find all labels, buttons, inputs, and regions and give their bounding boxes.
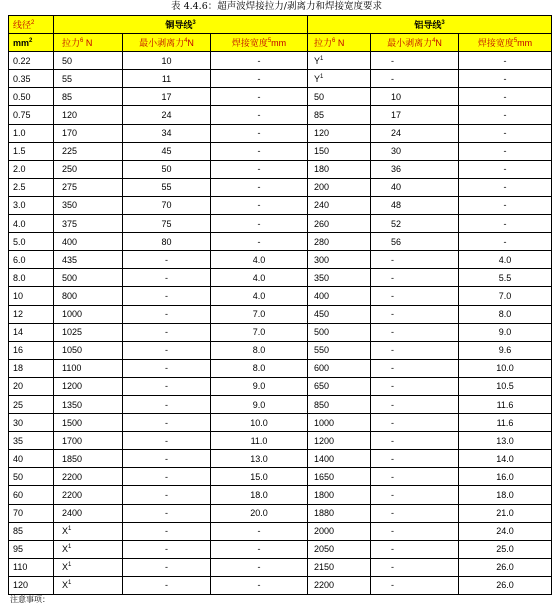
- copper-width-cell: -: [211, 70, 308, 88]
- aluminum-peel-cell: -: [371, 432, 459, 450]
- copper-peel-cell: 17: [123, 88, 211, 106]
- wire-size-cell: 1.0: [9, 124, 54, 142]
- table-row: [9, 522, 552, 540]
- table-row: [9, 432, 552, 450]
- table-row: [9, 486, 552, 504]
- copper-width-cell: 4.0: [211, 287, 308, 305]
- copper-tension-cell: 800: [54, 287, 123, 305]
- wire-size-cell: 3.0: [9, 196, 54, 214]
- copper-width-cell: -: [211, 52, 308, 70]
- table-row: [9, 305, 552, 323]
- copper-width-cell: -: [211, 178, 308, 196]
- copper-peel-cell: -: [123, 468, 211, 486]
- copper-peel-cell: -: [123, 558, 211, 576]
- copper-peel-cell: -: [123, 432, 211, 450]
- aluminum-width-cell: 10.5: [459, 377, 552, 395]
- copper-tension-cell: $X^1$: [54, 522, 123, 540]
- copper-tension-cell: 55: [54, 70, 123, 88]
- copper-peel-cell: 80: [123, 233, 211, 251]
- table-row: [9, 251, 552, 269]
- copper-peel-cell: -: [123, 486, 211, 504]
- copper-peel-cell: -: [123, 323, 211, 341]
- aluminum-tension-cell: 650: [308, 377, 371, 395]
- wire-size-cell: 110: [9, 558, 54, 576]
- copper-tension-cell: 275: [54, 178, 123, 196]
- aluminum-width-cell: 14.0: [459, 450, 552, 468]
- aluminum-width-cell: 5.5: [459, 269, 552, 287]
- copper-tension-cell: 500: [54, 269, 123, 287]
- aluminum-width-cell: 4.0: [459, 251, 552, 269]
- table-row: [9, 142, 552, 160]
- copper-peel-cell: 50: [123, 160, 211, 178]
- copper-width-cell: -: [211, 233, 308, 251]
- aluminum-width-cell: 7.0: [459, 287, 552, 305]
- aluminum-peel-cell: -: [371, 468, 459, 486]
- copper-tension-cell: 1000: [54, 305, 123, 323]
- aluminum-tension-cell: 1650: [308, 468, 371, 486]
- aluminum-peel-cell: 36: [371, 160, 459, 178]
- table-row: [9, 395, 552, 413]
- aluminum-tension-cell: 2200: [308, 576, 371, 594]
- table-row: [9, 377, 552, 395]
- table-row: [9, 52, 552, 70]
- aluminum-tension-cell: 120: [308, 124, 371, 142]
- copper-tension-cell: 2200: [54, 468, 123, 486]
- aluminum-tension-cell: 400: [308, 287, 371, 305]
- aluminum-peel-cell: -: [371, 359, 459, 377]
- copper-peel-cell: -: [123, 450, 211, 468]
- copper-width-cell: 13.0: [211, 450, 308, 468]
- table-row: [9, 414, 552, 432]
- table-row: [9, 196, 552, 214]
- aluminum-peel-cell: 52: [371, 215, 459, 233]
- copper-peel-cell: -: [123, 287, 211, 305]
- wire-size-cell: 30: [9, 414, 54, 432]
- aluminum-peel-cell: -: [371, 287, 459, 305]
- aluminum-width-cell: -: [459, 142, 552, 160]
- aluminum-wire-header: 铝导线$^3$: [308, 16, 552, 34]
- aluminum-width-cell: 16.0: [459, 468, 552, 486]
- aluminum-width-cell: 25.0: [459, 540, 552, 558]
- wire-size-cell: 2.5: [9, 178, 54, 196]
- wire-size-cell: 40: [9, 450, 54, 468]
- aluminum-width-cell: -: [459, 196, 552, 214]
- aluminum-tension-cell: 280: [308, 233, 371, 251]
- copper-width-cell: -: [211, 540, 308, 558]
- copper-tension-cell: 375: [54, 215, 123, 233]
- aluminum-tension-cell: 1000: [308, 414, 371, 432]
- aluminum-tension-cell: 180: [308, 160, 371, 178]
- copper-tension-cell: 1050: [54, 341, 123, 359]
- aluminum-tension-cell: 450: [308, 305, 371, 323]
- aluminum-tension-cell: 550: [308, 341, 371, 359]
- aluminum-peel-cell: -: [371, 52, 459, 70]
- wire-size-cell: 50: [9, 468, 54, 486]
- copper-peel-cell: -: [123, 540, 211, 558]
- table-row: [9, 540, 552, 558]
- wire-size-cell: 85: [9, 522, 54, 540]
- aluminum-tension-cell: 500: [308, 323, 371, 341]
- aluminum-peel-cell: -: [371, 395, 459, 413]
- aluminum-peel-cell: -: [371, 341, 459, 359]
- table-row: [9, 233, 552, 251]
- wire-size-cell: 1.5: [9, 142, 54, 160]
- copper-width-cell: 8.0: [211, 341, 308, 359]
- wire-size-cell: 8.0: [9, 269, 54, 287]
- copper-tension-cell: 170: [54, 124, 123, 142]
- aluminum-tension-cell: 2150: [308, 558, 371, 576]
- copper-tension-cell: 85: [54, 88, 123, 106]
- aluminum-peel-cell: -: [371, 70, 459, 88]
- aluminum-width-cell: -: [459, 106, 552, 124]
- footnote: 注意事项：: [10, 595, 50, 604]
- table-row: [9, 124, 552, 142]
- copper-tension-cell: 2400: [54, 504, 123, 522]
- table-row: [9, 70, 552, 88]
- aluminum-tension-cell: 1200: [308, 432, 371, 450]
- copper-width-cell: 20.0: [211, 504, 308, 522]
- header-row-2: [9, 34, 552, 52]
- copper-width-cell: -: [211, 88, 308, 106]
- copper-peel-cell: 11: [123, 70, 211, 88]
- aluminum-peel-cell: 40: [371, 178, 459, 196]
- aluminum-width-cell: 24.0: [459, 522, 552, 540]
- copper-tension-header: 拉力$^6$ N: [54, 34, 123, 52]
- weld-requirements-table: [8, 15, 552, 595]
- copper-width-cell: 10.0: [211, 414, 308, 432]
- copper-width-cell: 9.0: [211, 395, 308, 413]
- copper-tension-cell: 2200: [54, 486, 123, 504]
- copper-tension-cell: 50: [54, 52, 123, 70]
- aluminum-peel-cell: 10: [371, 88, 459, 106]
- aluminum-width-cell: 18.0: [459, 486, 552, 504]
- wire-size-cell: 14: [9, 323, 54, 341]
- aluminum-peel-cell: -: [371, 558, 459, 576]
- aluminum-peel-cell: -: [371, 504, 459, 522]
- copper-peel-cell: -: [123, 377, 211, 395]
- copper-peel-cell: 24: [123, 106, 211, 124]
- copper-tension-cell: $X^1$: [54, 558, 123, 576]
- aluminum-width-cell: 9.6: [459, 341, 552, 359]
- aluminum-peel-cell: 24: [371, 124, 459, 142]
- wire-size-cell: 2.0: [9, 160, 54, 178]
- copper-tension-cell: 225: [54, 142, 123, 160]
- table-row: [9, 558, 552, 576]
- aluminum-peel-cell: -: [371, 251, 459, 269]
- wire-size-cell: 0.22: [9, 52, 54, 70]
- wire-size-cell: 60: [9, 486, 54, 504]
- aluminum-peel-cell: -: [371, 323, 459, 341]
- copper-wire-header: 铜导线$^3$: [54, 16, 308, 34]
- wire-size-cell: 18: [9, 359, 54, 377]
- copper-peel-cell: -: [123, 269, 211, 287]
- aluminum-tension-cell: 150: [308, 142, 371, 160]
- copper-peel-cell: -: [123, 359, 211, 377]
- table-caption: 表 4.4.6：超声波焊接拉力/剥离力和焊接宽度要求: [171, 1, 382, 12]
- aluminum-tension-cell: 2050: [308, 540, 371, 558]
- copper-width-cell: -: [211, 160, 308, 178]
- aluminum-peel-cell: -: [371, 540, 459, 558]
- aluminum-tension-cell: $Y^1$: [308, 70, 371, 88]
- aluminum-tension-cell: 85: [308, 106, 371, 124]
- wire-size-cell: 95: [9, 540, 54, 558]
- wire-size-cell: 0.75: [9, 106, 54, 124]
- aluminum-peel-cell: 56: [371, 233, 459, 251]
- aluminum-tension-cell: 1800: [308, 486, 371, 504]
- table-row: [9, 215, 552, 233]
- copper-peel-cell: -: [123, 414, 211, 432]
- aluminum-width-header: 焊接宽度$^5$mm: [459, 34, 552, 52]
- wire-size-cell: 6.0: [9, 251, 54, 269]
- wire-size-cell: 25: [9, 395, 54, 413]
- copper-width-cell: -: [211, 196, 308, 214]
- copper-width-cell: -: [211, 124, 308, 142]
- copper-width-header: 焊接宽度$^5$mm: [211, 34, 308, 52]
- aluminum-tension-cell: 300: [308, 251, 371, 269]
- copper-peel-cell: 55: [123, 178, 211, 196]
- wire-size-cell: 4.0: [9, 215, 54, 233]
- copper-peel-cell: -: [123, 576, 211, 594]
- table-row: [9, 287, 552, 305]
- copper-tension-cell: 1100: [54, 359, 123, 377]
- copper-width-cell: -: [211, 522, 308, 540]
- table-row: [9, 178, 552, 196]
- copper-width-cell: -: [211, 142, 308, 160]
- aluminum-width-cell: 21.0: [459, 504, 552, 522]
- aluminum-tension-cell: 850: [308, 395, 371, 413]
- copper-width-cell: 8.0: [211, 359, 308, 377]
- copper-peel-cell: 70: [123, 196, 211, 214]
- aluminum-peel-cell: -: [371, 269, 459, 287]
- copper-tension-cell: $X^1$: [54, 540, 123, 558]
- copper-peel-cell: -: [123, 251, 211, 269]
- aluminum-peel-cell: -: [371, 576, 459, 594]
- copper-peel-cell: -: [123, 341, 211, 359]
- aluminum-tension-cell: 350: [308, 269, 371, 287]
- copper-peel-header: 最小剥离力$^4$N: [123, 34, 211, 52]
- table-row: [9, 504, 552, 522]
- aluminum-peel-header: 最小剥离力$^4$N: [371, 34, 459, 52]
- copper-width-cell: 11.0: [211, 432, 308, 450]
- wire-size-cell: 120: [9, 576, 54, 594]
- aluminum-tension-cell: 50: [308, 88, 371, 106]
- table-row: [9, 450, 552, 468]
- copper-tension-cell: 1025: [54, 323, 123, 341]
- aluminum-width-cell: -: [459, 178, 552, 196]
- copper-tension-cell: 400: [54, 233, 123, 251]
- aluminum-width-cell: -: [459, 233, 552, 251]
- table-row: [9, 359, 552, 377]
- header-row-1: [9, 16, 552, 34]
- aluminum-tension-cell: $Y^1$: [308, 52, 371, 70]
- wire-size-cell: 0.35: [9, 70, 54, 88]
- aluminum-width-cell: -: [459, 70, 552, 88]
- aluminum-width-cell: 10.0: [459, 359, 552, 377]
- copper-width-cell: -: [211, 576, 308, 594]
- copper-width-cell: 7.0: [211, 305, 308, 323]
- table-row: [9, 160, 552, 178]
- copper-width-cell: 4.0: [211, 251, 308, 269]
- aluminum-peel-cell: -: [371, 305, 459, 323]
- aluminum-peel-cell: 48: [371, 196, 459, 214]
- copper-tension-cell: $X^1$: [54, 576, 123, 594]
- table-row: [9, 341, 552, 359]
- wire-size-cell: 70: [9, 504, 54, 522]
- copper-tension-cell: 1700: [54, 432, 123, 450]
- copper-width-cell: 18.0: [211, 486, 308, 504]
- copper-width-cell: -: [211, 215, 308, 233]
- aluminum-peel-cell: 17: [371, 106, 459, 124]
- aluminum-tension-cell: 260: [308, 215, 371, 233]
- copper-tension-cell: 435: [54, 251, 123, 269]
- wire-size-cell: 10: [9, 287, 54, 305]
- aluminum-peel-cell: -: [371, 486, 459, 504]
- copper-width-cell: 9.0: [211, 377, 308, 395]
- wire-size-cell: 0.50: [9, 88, 54, 106]
- copper-width-cell: 4.0: [211, 269, 308, 287]
- aluminum-width-cell: -: [459, 88, 552, 106]
- aluminum-tension-cell: 1400: [308, 450, 371, 468]
- copper-peel-cell: -: [123, 305, 211, 323]
- copper-tension-cell: 250: [54, 160, 123, 178]
- aluminum-width-cell: -: [459, 215, 552, 233]
- copper-peel-cell: -: [123, 504, 211, 522]
- aluminum-tension-cell: 2000: [308, 522, 371, 540]
- aluminum-width-cell: -: [459, 52, 552, 70]
- aluminum-tension-cell: 1880: [308, 504, 371, 522]
- wire-size-cell: 16: [9, 341, 54, 359]
- aluminum-width-cell: 26.0: [459, 576, 552, 594]
- copper-peel-cell: 10: [123, 52, 211, 70]
- aluminum-width-cell: 13.0: [459, 432, 552, 450]
- aluminum-width-cell: 26.0: [459, 558, 552, 576]
- aluminum-tension-cell: 200: [308, 178, 371, 196]
- copper-width-cell: 7.0: [211, 323, 308, 341]
- table-row: [9, 106, 552, 124]
- copper-tension-cell: 1350: [54, 395, 123, 413]
- wire-size-unit-header: $mm^2$: [9, 34, 54, 52]
- copper-tension-cell: 350: [54, 196, 123, 214]
- copper-width-cell: -: [211, 558, 308, 576]
- copper-width-cell: 15.0: [211, 468, 308, 486]
- aluminum-peel-cell: -: [371, 450, 459, 468]
- aluminum-width-cell: 9.0: [459, 323, 552, 341]
- wire-size-cell: 12: [9, 305, 54, 323]
- aluminum-peel-cell: -: [371, 414, 459, 432]
- copper-tension-cell: 120: [54, 106, 123, 124]
- aluminum-tension-header: 拉力$^6$ N: [308, 34, 371, 52]
- copper-peel-cell: 45: [123, 142, 211, 160]
- table-row: [9, 269, 552, 287]
- table-row: [9, 88, 552, 106]
- table-row: [9, 468, 552, 486]
- aluminum-peel-cell: -: [371, 377, 459, 395]
- wire-size-cell: 20: [9, 377, 54, 395]
- copper-tension-cell: 1500: [54, 414, 123, 432]
- copper-tension-cell: 1200: [54, 377, 123, 395]
- aluminum-tension-cell: 240: [308, 196, 371, 214]
- wire-size-cell: 35: [9, 432, 54, 450]
- aluminum-width-cell: 11.6: [459, 414, 552, 432]
- aluminum-tension-cell: 600: [308, 359, 371, 377]
- table-row: [9, 576, 552, 594]
- aluminum-width-cell: -: [459, 160, 552, 178]
- copper-peel-cell: -: [123, 395, 211, 413]
- copper-peel-cell: 75: [123, 215, 211, 233]
- aluminum-width-cell: 11.6: [459, 395, 552, 413]
- aluminum-width-cell: 8.0: [459, 305, 552, 323]
- aluminum-peel-cell: 30: [371, 142, 459, 160]
- copper-tension-cell: 1850: [54, 450, 123, 468]
- copper-peel-cell: 34: [123, 124, 211, 142]
- aluminum-width-cell: -: [459, 124, 552, 142]
- wire-size-header: 线径$^2$: [9, 16, 54, 34]
- copper-width-cell: -: [211, 106, 308, 124]
- wire-size-cell: 5.0: [9, 233, 54, 251]
- table-row: [9, 323, 552, 341]
- copper-peel-cell: -: [123, 522, 211, 540]
- aluminum-peel-cell: -: [371, 522, 459, 540]
